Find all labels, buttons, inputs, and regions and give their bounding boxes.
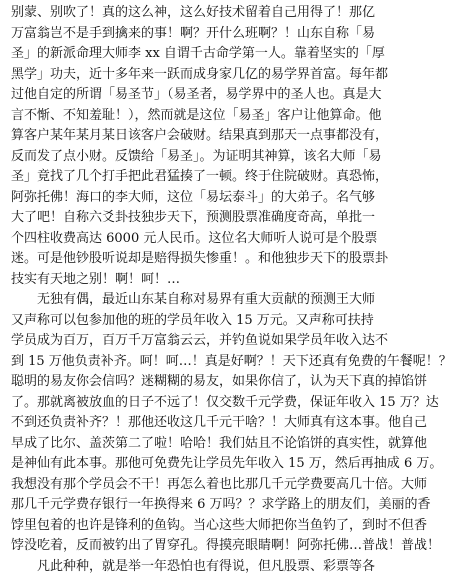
paragraph-line: 那几千元学费存银行一年换得来 6 万吗？？求学路上的朋友们，美丽的香 xyxy=(11,495,403,516)
paragraph-1 xyxy=(11,3,403,290)
paragraph-line: 算客户某年某月某日该客户会破财。结果真到那天一点事都没有， xyxy=(11,126,403,147)
paragraph-line: 不到还负责补齐？！那他还收这几千元干啥？！大师真有这本事。他自己 xyxy=(11,413,403,434)
paragraph-line: 学员成为百万，百万千万富翁云云，并钓鱼说如果学员年收入达不 xyxy=(11,331,403,352)
paragraph-line: 到 15 万他负责补齐。呵！呵…！真是好啊？！天下还真有免费的午餐呢！？ xyxy=(11,352,403,373)
paragraph-line: 无独有偶，最近山东某自称对易界有重大贡献的预测王大师 xyxy=(11,290,403,311)
paragraph-line: 饽没吃着，反而被钓出了胃穿孔。得摸亮眼睛啊！阿弥托佛…普战！普战！ xyxy=(11,536,403,557)
paragraph-line: 我想没有那个学员会不干！再怎么着也比那几千元学费要高几十倍。大师 xyxy=(11,475,403,496)
paragraph-2 xyxy=(11,290,403,557)
paragraph-line: 阿弥托佛！海口的李大师，这位「易坛泰斗」的大弟子。名气够 xyxy=(11,188,403,209)
paragraph-line: 是神仙有此本事。那他可免费先让学员先年收入 15 万，然后再抽成 6 万。 xyxy=(11,454,403,475)
paragraph-line: 聪明的易友你会信吗？迷糊糊的易友，如果你信了，认为天下真的掉馅饼 xyxy=(11,372,403,393)
paragraph-line: 个四柱收费高达 6000 元人民币。这位名大师听人说可是个股票 xyxy=(11,229,403,250)
paragraph-line: 圣」的新派命理大师李 xx 自谓千古命学第一人。靠着坚实的「厚 xyxy=(11,44,403,65)
paragraph-line: 技实有天地之别！啊！呵！… xyxy=(11,270,403,291)
paragraph-line: 了。那就离被放血的日子不远了！仅交数千元学费，保证年收入 15 万？达 xyxy=(11,393,403,414)
paragraph-line: 黑学」功夫，近十多年来一跃而成身家几亿的易学界首富。每年都 xyxy=(11,65,403,86)
paragraph-line: 又声称可以包参加他的班的学员年收入 15 万元。又声称可扶持 xyxy=(11,311,403,332)
paragraph-line: 饽里包着的也许是锋利的鱼钩。当心这些大师把你当鱼钓了，到时不但香 xyxy=(11,516,403,537)
paragraph-line: 反而发了点小财。反馈给「易圣」。为证明其神算，该名大师「易 xyxy=(11,147,403,168)
paragraph-line: 别蒙、别吹了！真的这么神，这么好技术留着自己用得了！那亿 xyxy=(11,3,403,24)
paragraph-line: 过他自定的所谓「易圣节」（易圣者，易学界中的圣人也。真是大 xyxy=(11,85,403,106)
paragraph-line: 万富翁岂不是手到擒来的事！啊？开什么班啊？！山东自称「易 xyxy=(11,24,403,45)
paragraph-line: 言不惭、不知羞耻！），然而就是这位「易圣」客户让他算命。他 xyxy=(11,106,403,127)
paragraph-line: 早成了比尔、盖茨第二了啦！哈哈！我们姑且不论馅饼的真实性，就算他 xyxy=(11,434,403,455)
paragraph-line: 凡此种种，就是举一年恐怕也有得说，但凡股票、彩票等各 xyxy=(11,557,403,577)
paragraph-3 xyxy=(11,557,403,577)
paragraph-line: 迷。可是他钞股听说却是赔得损失惨重！。和他独步天下的股票卦 xyxy=(11,249,403,270)
paragraph-line: 大了吧！自称六爻卦技独步天下，预测股票准确度奇高，单批一 xyxy=(11,208,403,229)
paragraph-line: 圣」竟找了几个打手把此君猛揍了一顿。终于住院破财。真恐怖， xyxy=(11,167,403,188)
